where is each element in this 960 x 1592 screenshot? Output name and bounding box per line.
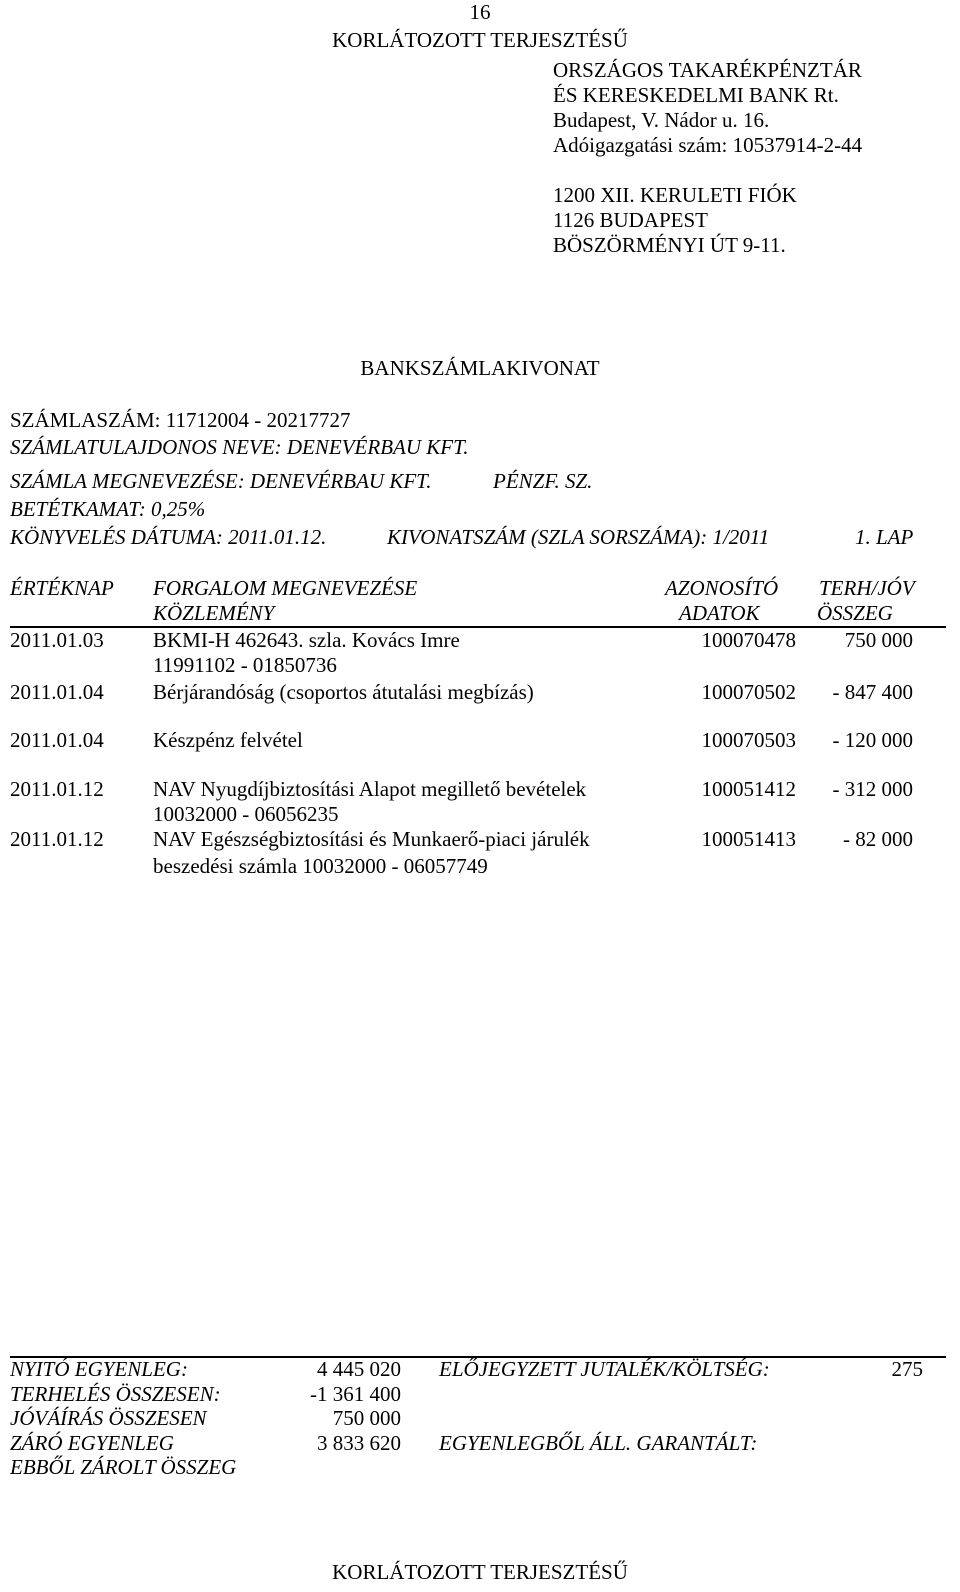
- blocked-amount-label: EBBŐL ZÁROLT ÖSSZEG: [10, 1455, 237, 1479]
- total-debit-label: TERHELÉS ÖSSZESEN:: [10, 1382, 221, 1406]
- row-date: 2011.01.03: [10, 628, 104, 652]
- interest-rate: BETÉTKAMAT: 0,25%: [10, 497, 206, 521]
- header-amount: ÖSSZEG: [817, 601, 893, 625]
- branch-line-1: 1200 XII. KERULETI FIÓK: [553, 183, 797, 207]
- row-description: Bérjárandóság (csoportos átutalási megbízás): [153, 680, 534, 704]
- row-date: 2011.01.12: [10, 777, 104, 801]
- page-label: 1. LAP: [855, 525, 914, 549]
- bank-address: Budapest, V. Nádor u. 16.: [553, 108, 770, 132]
- row-id: 100051412: [701, 777, 796, 801]
- account-name: SZÁMLA MEGNEVEZÉSE: DENEVÉRBAU KFT.: [10, 469, 432, 493]
- row-description: BKMI-H 462643. szla. Kovács Imre: [153, 628, 460, 652]
- row-note: beszedési számla 10032000 - 06057749: [153, 854, 488, 878]
- closing-balance-value: 3 833 620: [317, 1431, 401, 1455]
- row-amount: - 312 000: [832, 777, 913, 801]
- booking-date: KÖNYVELÉS DÁTUMA: 2011.01.12.: [10, 525, 327, 549]
- total-credit-value: 750 000: [332, 1406, 401, 1430]
- row-amount: - 82 000: [843, 827, 913, 851]
- guarantee-label: EGYENLEGBŐL ÁLL. GARANTÁLT:: [439, 1431, 758, 1455]
- account-number: SZÁMLASZÁM: 11712004 - 20217727: [10, 408, 351, 432]
- opening-balance-value: 4 445 020: [317, 1357, 401, 1381]
- row-description: NAV Nyugdíjbiztosítási Alapot megillető bevételek: [153, 777, 587, 801]
- row-id: 100070478: [701, 628, 796, 652]
- row-note: 10032000 - 06056235: [153, 802, 339, 826]
- bank-tax-id: Adóigazgatási szám: 10537914-2-44: [553, 133, 863, 157]
- statement-title: BANKSZÁMLAKIVONAT: [360, 356, 600, 380]
- header-note: KÖZLEMÉNY: [153, 601, 275, 625]
- restriction-label-top: KORLÁTOZOTT TERJESZTÉSŰ: [332, 28, 628, 52]
- total-credit-label: JÓVÁÍRÁS ÖSSZESEN: [10, 1406, 207, 1430]
- row-description: NAV Egészségbiztosítási és Munkaerő-piaci járulék: [153, 827, 590, 851]
- row-id: 100070503: [701, 728, 796, 752]
- currency-label: PÉNZF. SZ.: [493, 469, 593, 493]
- header-description: FORGALOM MEGNEVEZÉSE: [153, 576, 418, 600]
- row-id: 100070502: [701, 680, 796, 704]
- page-number: 16: [469, 0, 491, 24]
- header-value-date: ÉRTÉKNAP: [10, 576, 114, 600]
- table-header-divider: [10, 626, 946, 628]
- opening-balance-label: NYITÓ EGYENLEG:: [10, 1357, 188, 1381]
- fee-value: 275: [891, 1357, 923, 1381]
- bank-name-line-1: ORSZÁGOS TAKARÉKPÉNZTÁR: [553, 58, 862, 82]
- row-date: 2011.01.04: [10, 680, 104, 704]
- statement-number: KIVONATSZÁM (SZLA SORSZÁMA): 1/2011: [387, 525, 770, 549]
- header-id-data: ADATOK: [679, 601, 760, 625]
- restriction-label-bottom: KORLÁTOZOTT TERJESZTÉSŰ: [332, 1560, 628, 1584]
- row-amount: - 847 400: [832, 680, 913, 704]
- branch-line-2: 1126 BUDAPEST: [553, 208, 708, 232]
- header-amount-type: TERH/JÓV: [819, 576, 915, 600]
- row-date: 2011.01.04: [10, 728, 104, 752]
- fee-label: ELŐJEGYZETT JUTALÉK/KÖLTSÉG:: [439, 1357, 770, 1381]
- row-description: Készpénz felvétel: [153, 728, 303, 752]
- bank-name-line-2: ÉS KERESKEDELMI BANK Rt.: [553, 83, 839, 107]
- row-date: 2011.01.12: [10, 827, 104, 851]
- total-debit-value: -1 361 400: [310, 1382, 401, 1406]
- header-id: AZONOSÍTÓ: [665, 576, 779, 600]
- closing-balance-label: ZÁRÓ EGYENLEG: [10, 1431, 174, 1455]
- row-amount: - 120 000: [832, 728, 913, 752]
- row-amount: 750 000: [844, 628, 913, 652]
- account-owner: SZÁMLATULAJDONOS NEVE: DENEVÉRBAU KFT.: [10, 435, 469, 459]
- row-note: 11991102 - 01850736: [153, 653, 337, 677]
- branch-line-3: BÖSZÖRMÉNYI ÚT 9-11.: [553, 233, 786, 257]
- row-id: 100051413: [701, 827, 796, 851]
